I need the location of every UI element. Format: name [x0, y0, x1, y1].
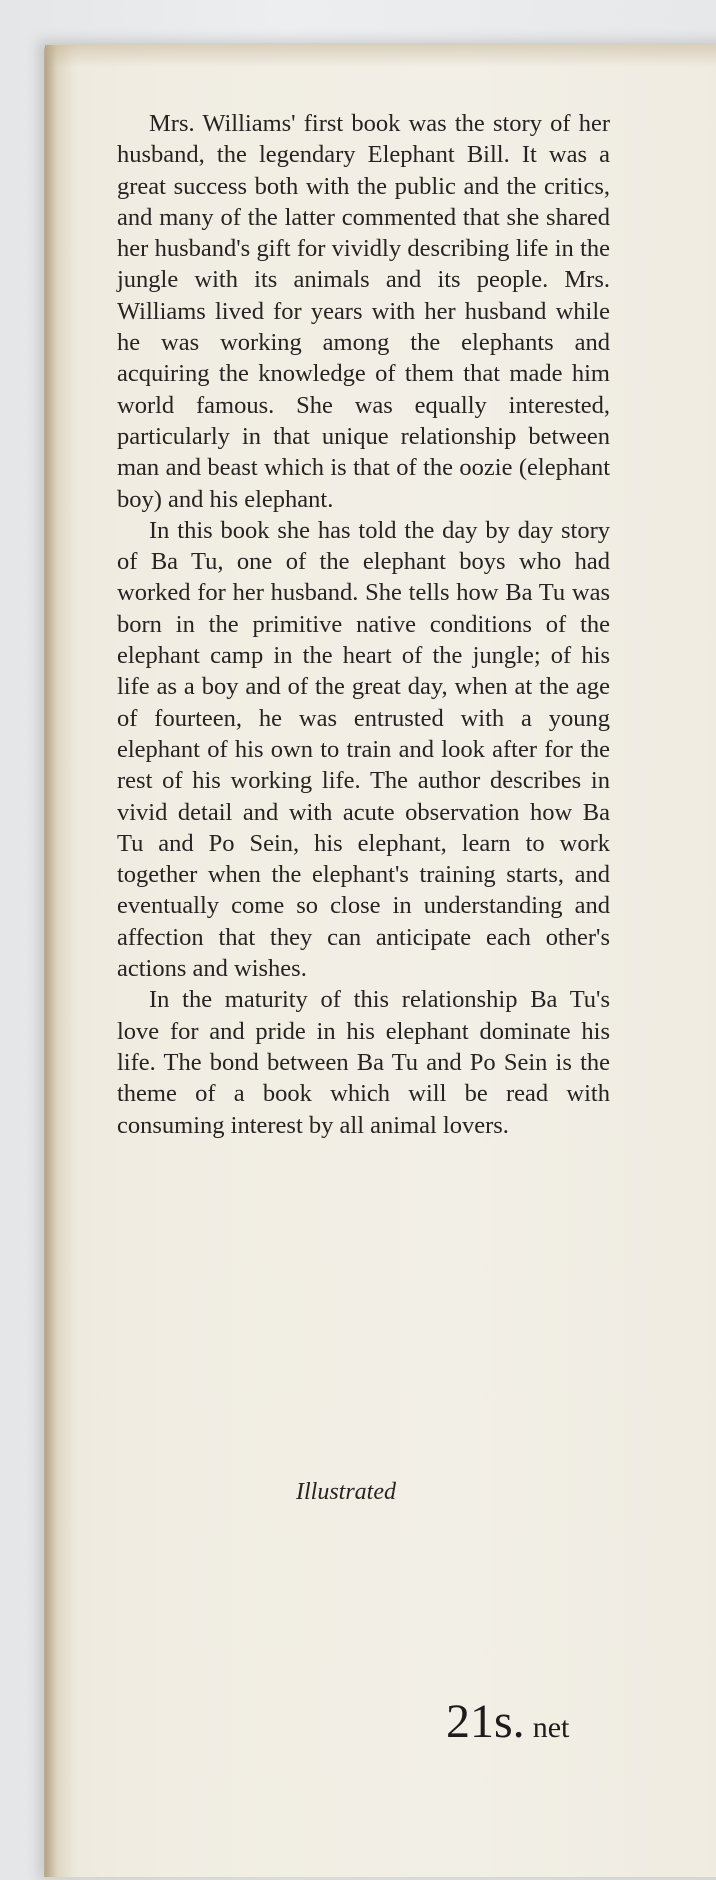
- blurb-text: [117, 108, 610, 1141]
- blurb-paragraph-2: In this book she has told the day by day story of Ba Tu, one of the elephant boys who had worked for her husband. She tells how Ba Tu was born in the primitive native conditions of the elephant camp in the heart of the jungle; of his life as a boy and of the great day, when at the age of fourteen, he was entrusted with a young elephant of his own to train and look after for the rest of his working life. The author describes in vivid detail and with acute observation how Ba Tu and Po Sein, his elephant, learn to work together when the elephant's training starts, and eventually come so close in understanding and affection that they can anticipate each other's actions and wishes.: [117, 516, 610, 983]
- blurb-paragraph-3: In the maturity of this relationship Ba Tu's love for and pride in his elephant dominate his life. The bond between Ba Tu and Po Sein is the theme of a book which will be read with consuming interest by all animal lovers.: [117, 986, 610, 1139]
- price-suffix: net: [532, 1711, 570, 1744]
- price-label: [446, 1694, 569, 1749]
- blurb-paragraph-1: Mrs. Williams' first book was the story of her husband, the legendary Elephant Bill. It was a great success both with the public and the critics, and many of the latter commented that she shared her husband's gift for vividly describing life in the jungle with its animals and its people. Mrs. Williams lived for years with her husband while he was working among the elephants and acquiring the knowledge of them that made him world famous. She was equally interested, particularly in that unique relationship between man and beast which is that of the oozie (elephant boy) and his elephant.: [117, 110, 610, 513]
- price-amount: 21s.: [446, 1695, 525, 1748]
- illustrated-label: Illustrated: [296, 1479, 396, 1505]
